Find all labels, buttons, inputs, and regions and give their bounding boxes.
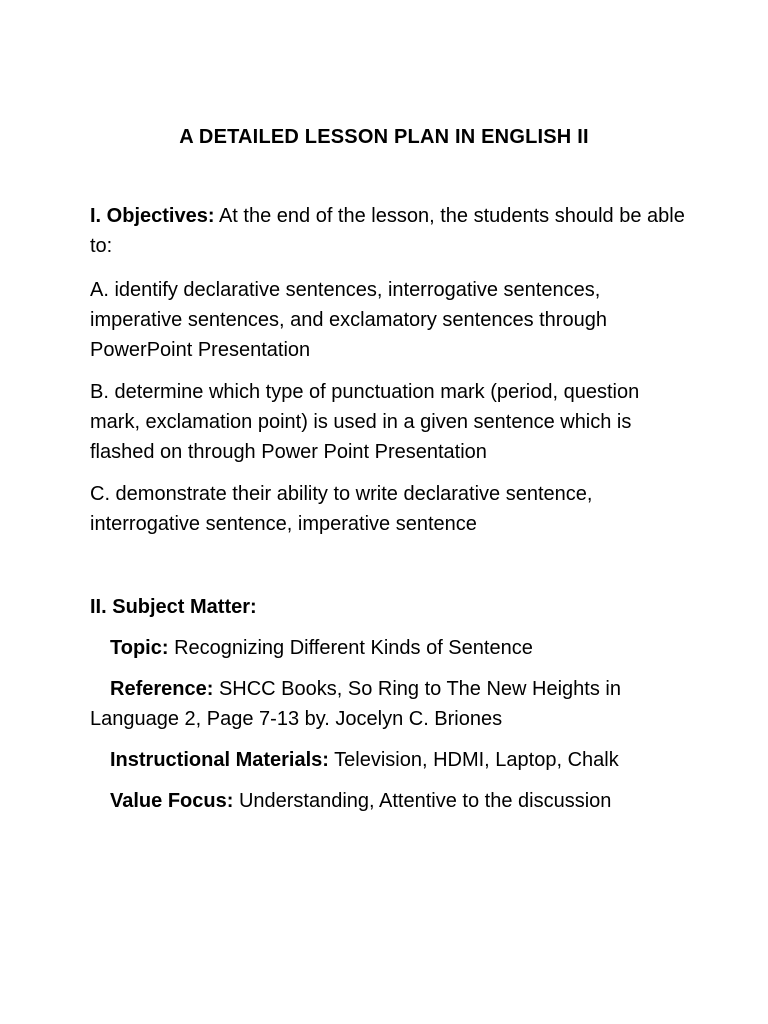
topic-value: Recognizing Different Kinds of Sentence	[174, 637, 533, 659]
subject-matter-heading: II. Subject Matter:	[90, 596, 257, 618]
objectives-intro-text: At the end of the lesson, the students should be able to:	[90, 205, 685, 257]
document-title: A DETAILED LESSON PLAN IN ENGLISH II	[179, 126, 589, 148]
objective-item-c: C. demonstrate their ability to write declarative sentence, interrogative sentence, imperative sentence	[90, 483, 593, 535]
objectives-heading: I. Objectives:	[90, 205, 215, 227]
topic-line	[90, 633, 690, 663]
reference-line	[90, 674, 690, 734]
value-focus-value: Understanding, Attentive to the discussion	[238, 790, 612, 812]
objective-item-a: A. identify declarative sentences, interrogative sentences, imperative sentences, and exclamatory sentences through PowerPoint Presentation	[90, 279, 607, 361]
value-focus-label: Value Focus:	[110, 790, 234, 812]
reference-label: Reference:	[110, 678, 214, 700]
objectives-intro-paragraph	[90, 201, 690, 261]
instructional-materials-line	[90, 745, 690, 775]
instructional-materials-value: Television, HDMI, Laptop, Chalk	[334, 749, 619, 771]
objective-item-b: B. determine which type of punctuation mark (period, question mark, exclamation point) is used in a given sentence which is flashed on through Power Point Presentation	[90, 381, 640, 463]
topic-label: Topic:	[110, 637, 169, 659]
value-focus-line	[90, 786, 690, 816]
instructional-materials-label: Instructional Materials:	[110, 749, 329, 771]
reference-value: SHCC Books, So Ring to The New Heights in Language 2, Page 7-13 by. Jocelyn C. Briones	[90, 678, 621, 730]
